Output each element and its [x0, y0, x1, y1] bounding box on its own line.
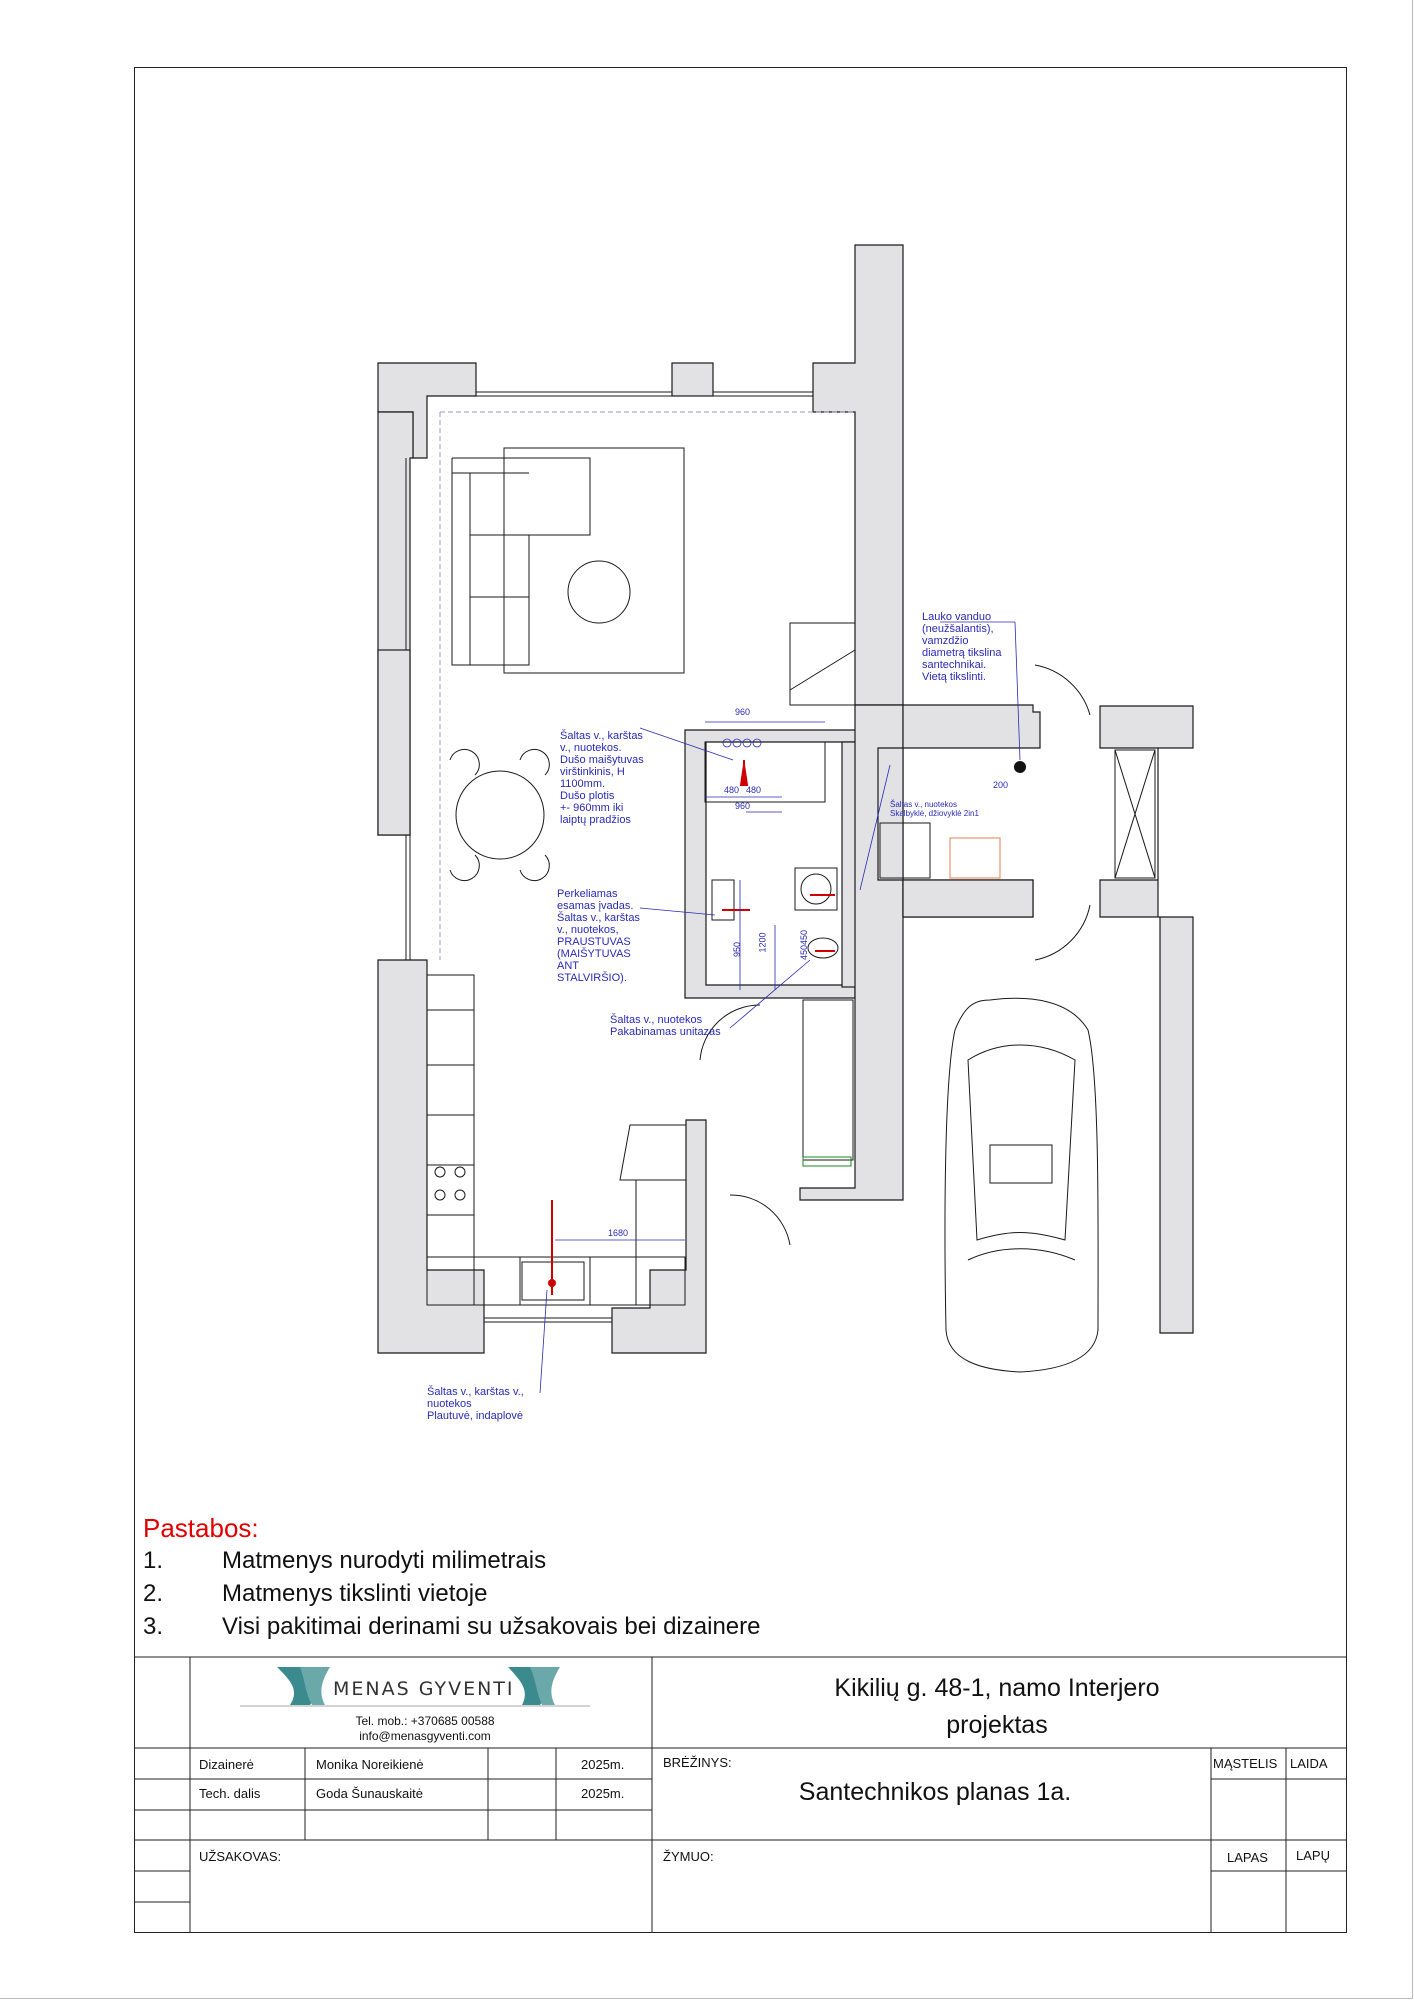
dimension-label: 950	[732, 941, 743, 958]
drawing-name: Santechnikos planas 1a.	[798, 1778, 1072, 1806]
remark-text: Visi pakitimai derinami su užsakovais bei dizainere	[222, 1613, 761, 1640]
remark-number: 2.	[143, 1580, 164, 1607]
dimension-label: 450	[799, 944, 810, 961]
client-label: UŽSAKOVAS:	[199, 1849, 282, 1864]
mark-label: ŽYMUO:	[663, 1849, 714, 1864]
sheet-label: LAPAS	[1227, 1850, 1268, 1865]
remarks-title: Pastabos:	[143, 1513, 259, 1543]
remark-number: 3.	[143, 1613, 164, 1640]
dimension-label: 1200	[757, 932, 768, 953]
note-toilet: Šaltas v., nuotekos Pakabinamas unitazas	[610, 1014, 721, 1038]
project-title-line: projektas	[946, 1711, 1048, 1739]
project-title-line: Kikilių g. 48-1, namo Interjero	[834, 1674, 1160, 1702]
designer-label: Dizainerė	[199, 1757, 254, 1772]
edition-label: LAIDA	[1290, 1756, 1328, 1771]
drawing-label: BRĖŽINYS:	[663, 1755, 732, 1770]
designer-name: Monika Noreikienė	[316, 1757, 424, 1772]
tech-name: Goda Šunauskaitė	[316, 1786, 423, 1801]
project-title	[653, 1670, 1341, 1744]
tech-year: 2025m.	[581, 1786, 625, 1801]
dimension-label: 200	[993, 780, 1009, 790]
remark-text: Matmenys tikslinti vietoje	[222, 1580, 488, 1607]
dimension-label: 960	[735, 801, 751, 811]
logo-text: MENAS GYVENTI	[333, 1678, 515, 1700]
note-sink: Perkeliamas esamas įvadas. Šaltas v., karštas v., nuotekos, PRAUSTUVAS (MAIŠYTUVAS ANT STALVIRŠIO).	[557, 888, 640, 984]
scale-label: MĄSTELIS	[1213, 1756, 1278, 1771]
dimension-label: 1680	[608, 1228, 629, 1238]
designer-year: 2025m.	[581, 1757, 625, 1772]
email: info@menasgyventi.com	[359, 1729, 491, 1743]
remark-number: 1.	[143, 1547, 164, 1574]
dimension-label: 960	[735, 707, 751, 717]
note-kitchen: Šaltas v., karštas v., nuotekos Plautuvė, indaplovė	[427, 1386, 524, 1422]
note-washer: Šaltas v., nuotekos Skalbyklė, džiovyklė 2in1	[890, 800, 979, 818]
note-outdoor-water: Lauko vanduo (neužšalantis), vamzdžio diametrą tikslina santechnikai. Vietą tikslinti.	[922, 611, 1002, 683]
remark-text: Matmenys nurodyti milimetrais	[222, 1547, 547, 1574]
note-shower: Šaltas v., karštas v., nuotekos. Dušo maišytuvas virštinkinis, H 1100mm. Dušo plotis +- 960mm iki laiptų pradžios	[560, 730, 644, 826]
dimension-label: 450	[799, 929, 810, 946]
contact-info	[300, 1714, 550, 1744]
dimension-label: 480	[746, 785, 762, 795]
phone: Tel. mob.: +370685 00588	[355, 1714, 495, 1728]
sheets-label: LAPŲ	[1296, 1848, 1330, 1863]
dimension-label: 480	[724, 785, 740, 795]
tech-label: Tech. dalis	[199, 1786, 261, 1801]
